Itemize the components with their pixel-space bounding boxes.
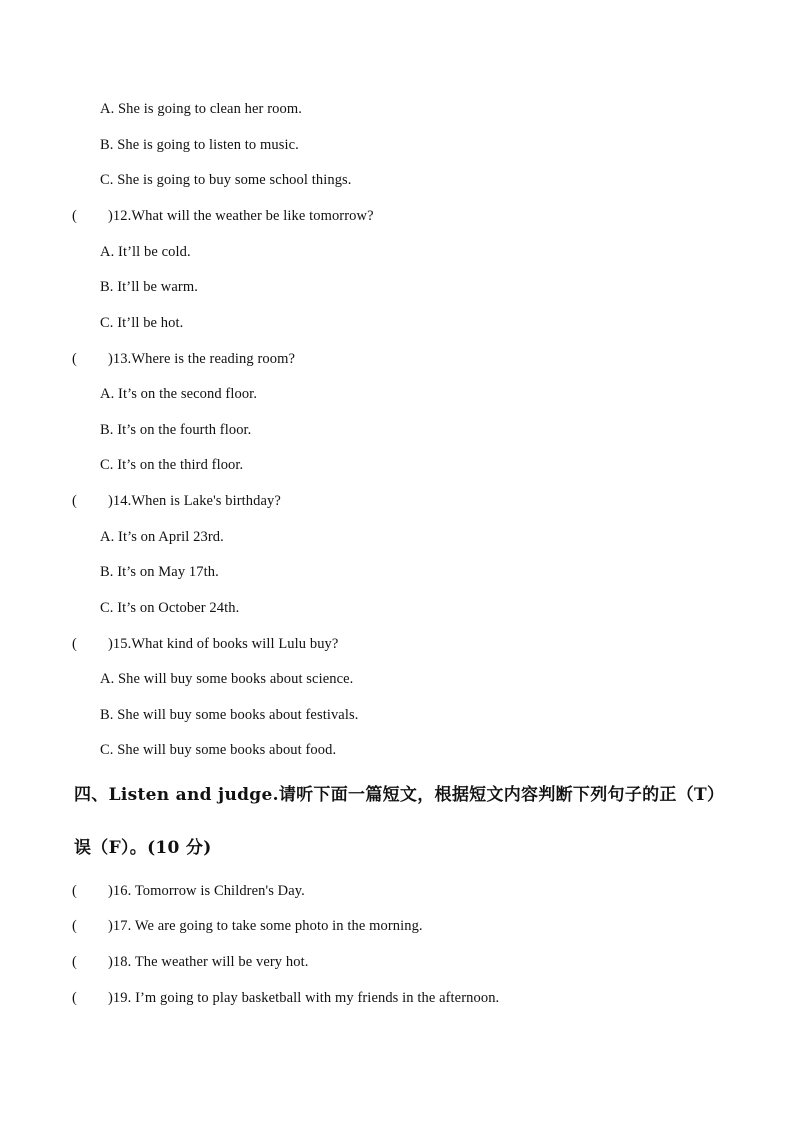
question-stem: )13.Where is the reading room? bbox=[108, 351, 295, 367]
question-12 bbox=[72, 206, 374, 226]
answer-blank: ( bbox=[72, 208, 77, 224]
answer-blank: ( bbox=[72, 351, 77, 367]
answer-blank: ( bbox=[72, 636, 77, 652]
option-15b: B. She will buy some books about festivals. bbox=[100, 707, 359, 723]
section-heading: 四、Listen and judge.请听下面一篇短文，根据短文内容判断下列句子的正（T） bbox=[74, 785, 725, 805]
judge-item-18 bbox=[72, 952, 308, 972]
answer-blank: ( bbox=[72, 954, 77, 970]
option-11c: C. She is going to buy some school things. bbox=[100, 172, 352, 188]
option-14c: C. It’s on October 24th. bbox=[100, 600, 240, 616]
answer-blank: ( bbox=[72, 493, 77, 509]
judge-statement: )18. The weather will be very hot. bbox=[108, 954, 309, 970]
judge-statement: )17. We are going to take some photo in the morning. bbox=[108, 918, 423, 934]
judge-item-19 bbox=[72, 988, 499, 1008]
option-15c: C. She will buy some books about food. bbox=[100, 742, 337, 758]
question-15 bbox=[72, 634, 338, 654]
answer-blank: ( bbox=[72, 883, 77, 899]
option-12c: C. It’ll be hot. bbox=[100, 315, 184, 331]
answer-blank: ( bbox=[72, 918, 77, 934]
answer-blank: ( bbox=[72, 990, 77, 1006]
option-12b: B. It’ll be warm. bbox=[100, 279, 198, 295]
question-13 bbox=[72, 349, 295, 369]
option-11a: A. She is going to clean her room. bbox=[100, 101, 302, 117]
question-stem: )14.When is Lake's birthday? bbox=[108, 493, 281, 509]
option-13a: A. It’s on the second floor. bbox=[100, 386, 258, 402]
option-13b: B. It’s on the fourth floor. bbox=[100, 422, 252, 438]
option-14b: B. It’s on May 17th. bbox=[100, 564, 219, 580]
option-12a: A. It’ll be cold. bbox=[100, 244, 191, 260]
judge-item-16 bbox=[72, 881, 305, 901]
option-15a: A. She will buy some books about science. bbox=[100, 671, 354, 687]
judge-item-17 bbox=[72, 916, 423, 936]
question-stem: )15.What kind of books will Lulu buy? bbox=[108, 636, 339, 652]
question-stem: )12.What will the weather be like tomorrow? bbox=[108, 208, 374, 224]
option-11b: B. She is going to listen to music. bbox=[100, 137, 299, 153]
option-13c: C. It’s on the third floor. bbox=[100, 457, 244, 473]
judge-statement: )16. Tomorrow is Children's Day. bbox=[108, 883, 305, 899]
question-14 bbox=[72, 491, 281, 511]
judge-statement: )19. I’m going to play basketball with my friends in the afternoon. bbox=[108, 990, 500, 1006]
option-14a: A. It’s on April 23rd. bbox=[100, 529, 224, 545]
section-heading-continued: 误（F）。(10 分) bbox=[74, 838, 212, 858]
